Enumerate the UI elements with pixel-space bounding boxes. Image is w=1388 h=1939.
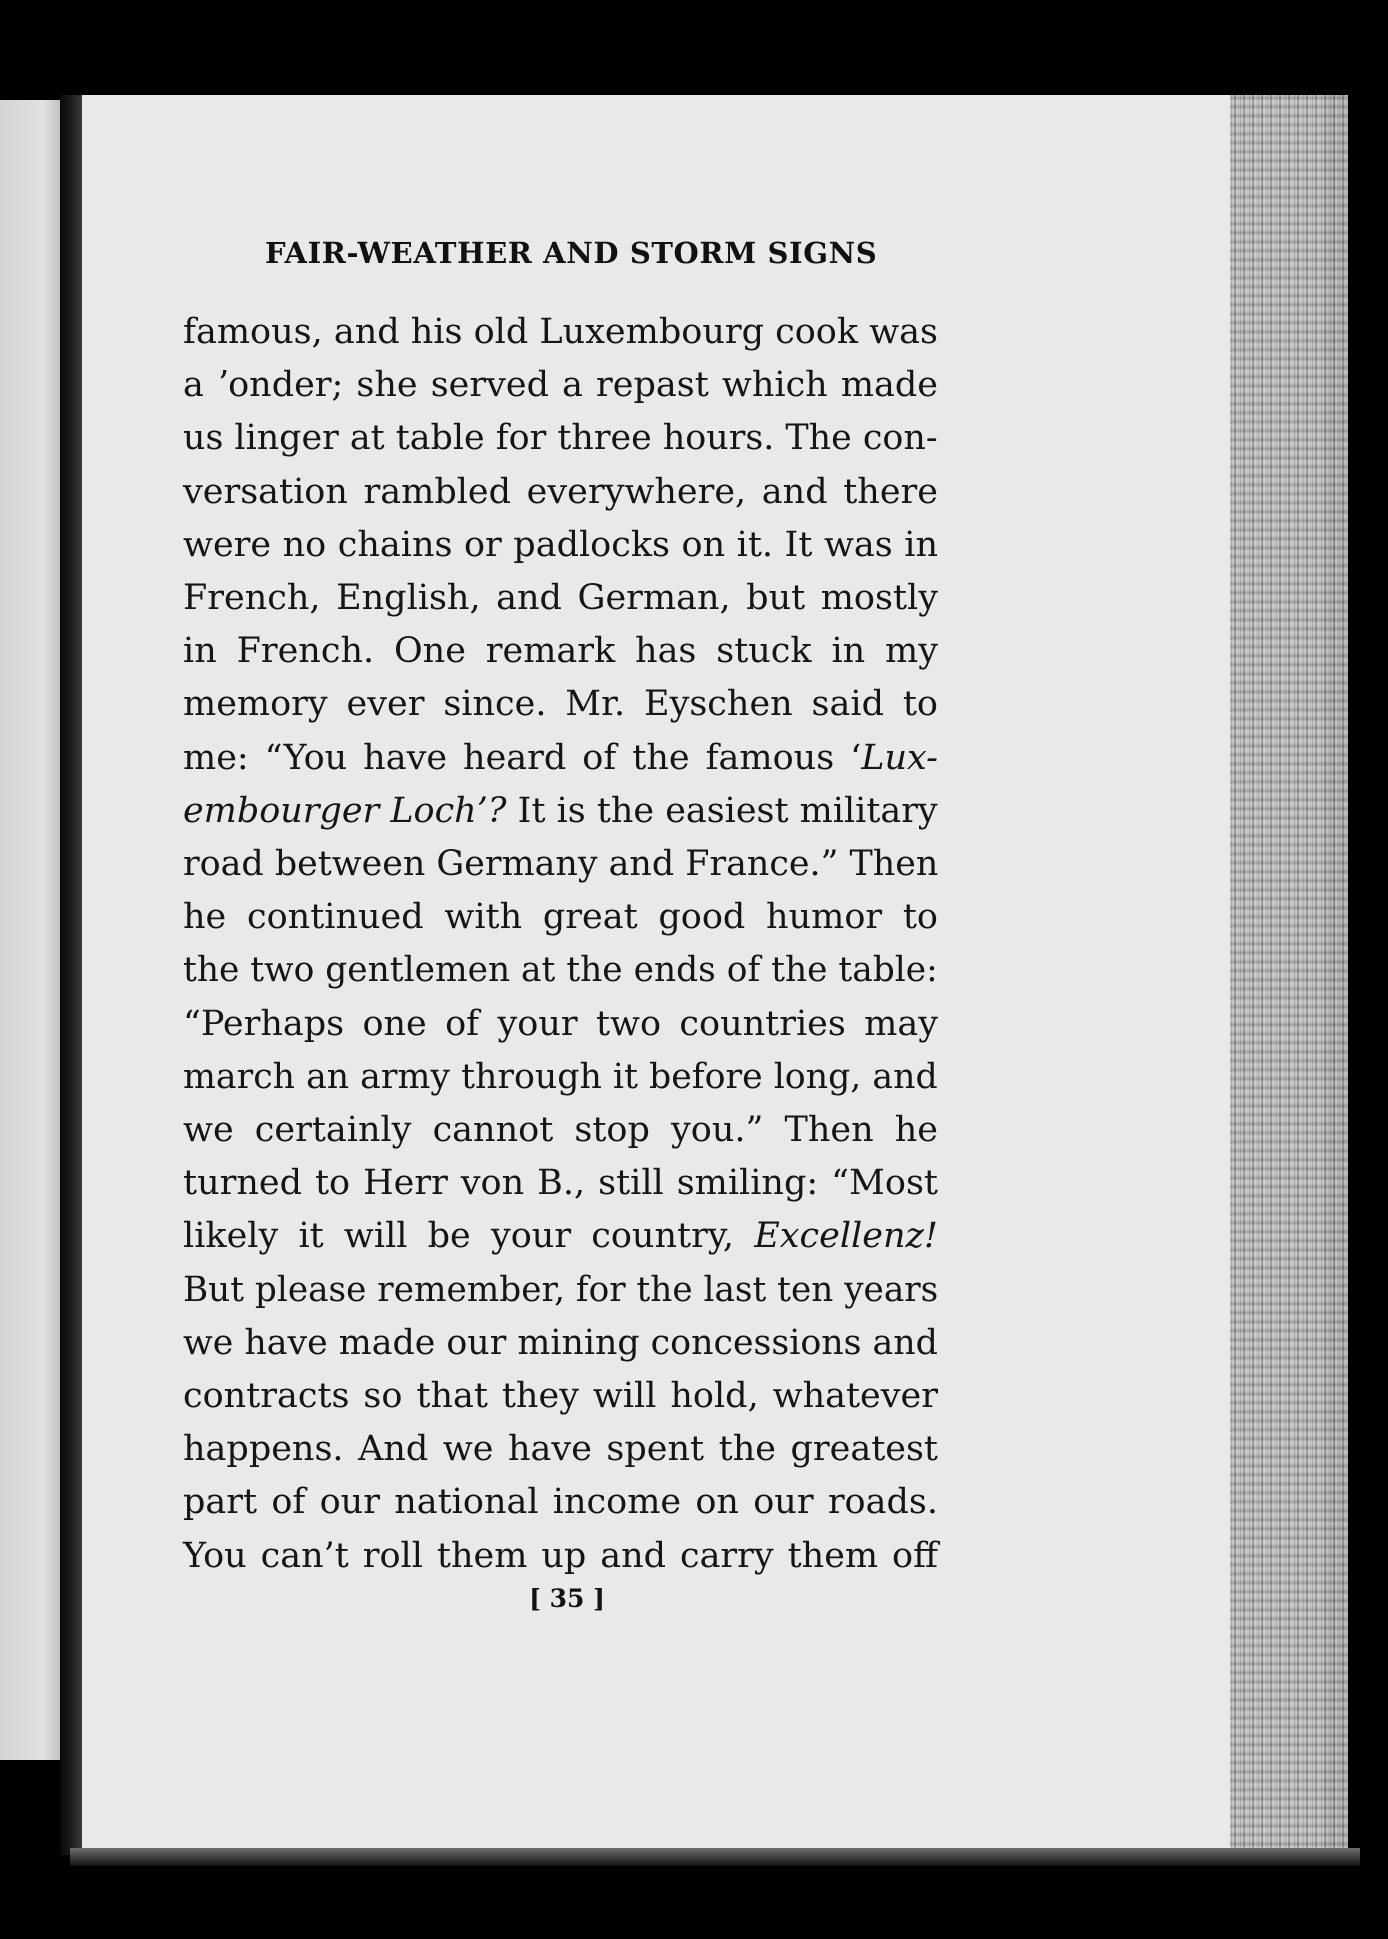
- text-line-8: memory ever since. Mr. Eyschen said to: [183, 684, 938, 725]
- text-line-9-italic: Lux-: [861, 737, 938, 778]
- text-line-12: he continued with great good humor to: [183, 897, 938, 938]
- text-line-14: “Perhaps one of your two countries may: [183, 1003, 938, 1044]
- text-line-10: [183, 785, 937, 838]
- text-line-22: happens. And we have spent the greatest: [183, 1429, 938, 1470]
- text-line-24: You can’t roll them up and carry them off: [183, 1535, 938, 1576]
- text-line-2: a ʼonder; she served a repast which made: [183, 365, 938, 406]
- text-line-21: contracts so that they will hold, whatever: [183, 1376, 938, 1417]
- text-line-18: [183, 1210, 938, 1263]
- text-line-10-italic: embourger Loch’?: [183, 790, 507, 831]
- text-line-23: part of our national income on our roads.: [183, 1482, 938, 1523]
- text-line-15: march an army through it before long, and: [183, 1056, 938, 1097]
- book-gutter: [60, 95, 82, 1855]
- text-line-16: we certainly cannot stop you.” Then he: [183, 1110, 938, 1151]
- body-text: [183, 306, 938, 1583]
- book-fore-edge: [1230, 95, 1348, 1865]
- text-line-4: versation rambled everywhere, and there: [183, 471, 938, 512]
- text-line-6: French, English, and German, but mostly: [183, 578, 938, 619]
- text-line-5: were no chains or padlocks on it. It was in: [183, 524, 938, 565]
- running-head: FAIR-WEATHER AND STORM SIGNS: [265, 236, 878, 270]
- page-number: [ 35 ]: [529, 1584, 605, 1613]
- text-line-18-italic: Excellenz!: [754, 1216, 938, 1257]
- text-line-9: [183, 732, 938, 785]
- previous-page-edge: [0, 100, 62, 1760]
- page-bottom-shadow: [70, 1848, 1360, 1866]
- text-line-11: road between Germany and France.” Then: [183, 844, 939, 885]
- text-line-10-roman: It is the easiest military: [506, 790, 938, 831]
- text-line-20: we have made our mining concessions and: [183, 1322, 938, 1363]
- text-line-1: famous, and his old Luxembourg cook was: [183, 312, 938, 352]
- text-line-3: us linger at table for three hours. The con-: [183, 418, 938, 459]
- text-line-13: the two gentlemen at the ends of the table:: [183, 950, 938, 991]
- text-line-19: But please remember, for the last ten years: [183, 1269, 939, 1310]
- text-line-7: in French. One remark has stuck in my: [183, 631, 938, 672]
- text-line-9-roman: me: “You have heard of the famous ‘: [183, 737, 862, 778]
- text-line-17: turned to Herr von B., still smiling: “Most: [183, 1163, 938, 1204]
- text-line-18-roman: likely it will be your country,: [183, 1216, 755, 1257]
